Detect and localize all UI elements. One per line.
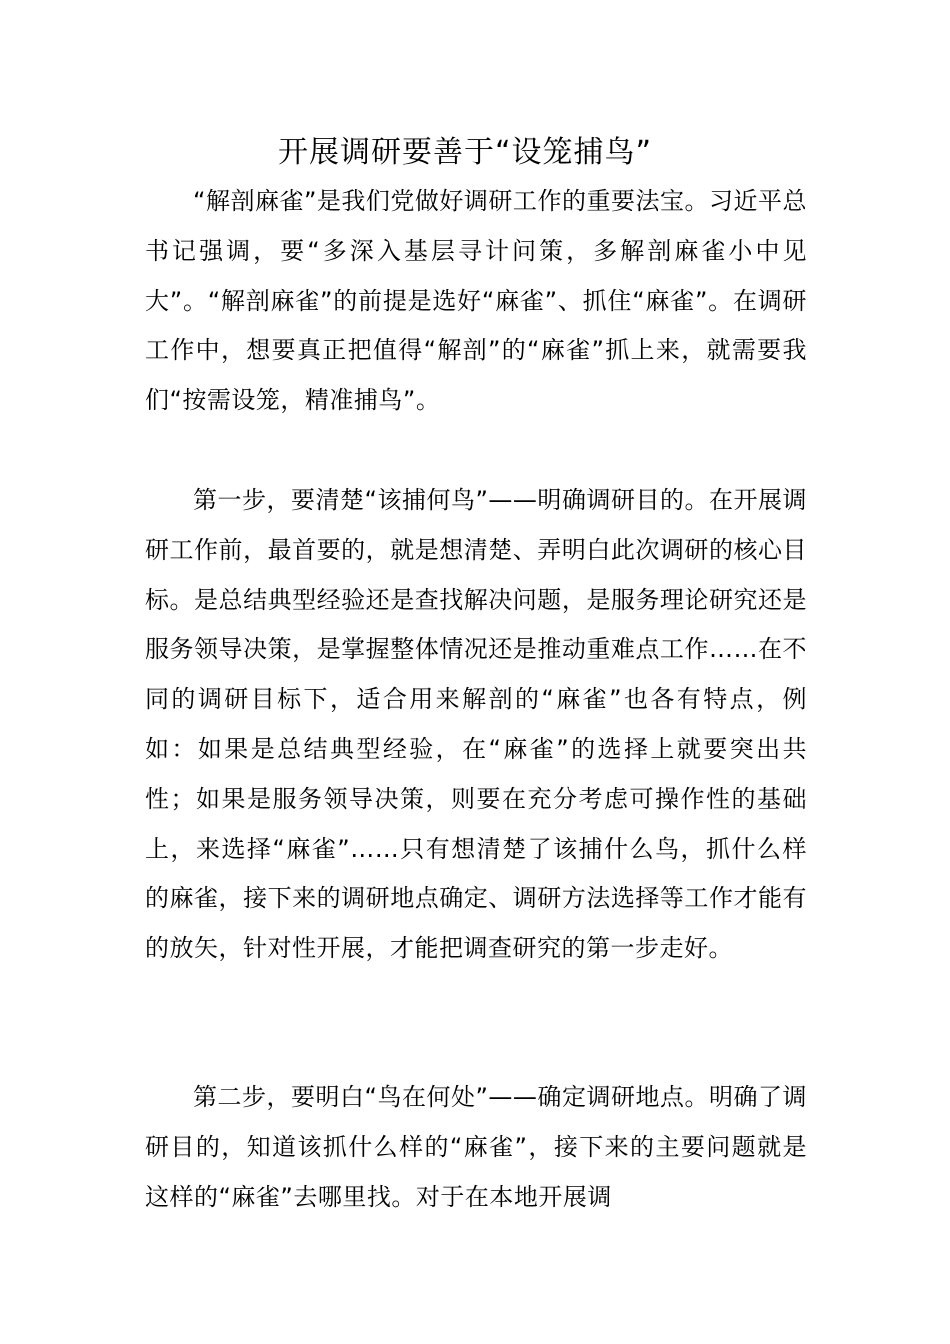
paragraph-step-one: 第一步，要清楚“该捕何鸟”——明确调研目的。在开展调研工作前，最首要的，就是想清楚、弄明白此次调研的核心目标。是总结典型经验还是查找解决问题，是服务理论研究还是服务领导决策，是掌握整体情况还是推动重难点工作……在不同的调研目标下，适合用来解剖的“麻雀”也各有特点，例如：如果是总结典型经验，在“麻雀”的选择上就要突出共性；如果是服务领导决策，则要在充分考虑可操作性的基础上，来选择“麻雀”……只有想清楚了该捕什么鸟，抓什么样的麻雀，接下来的调研地点确定、调研方法选择等工作才能有的放矢，针对性开展，才能把调查研究的第一步走好。 [145, 486, 807, 963]
paragraph-intro: “解剖麻雀”是我们党做好调研工作的重要法宝。习近平总书记强调，要“多深入基层寻计问策，多解剖麻雀小中见大”。“解剖麻雀”的前提是选好“麻雀”、抓住“麻雀”。在调研工作中，想要真正把值得“解剖”的“麻雀”抓上来，就需要我们“按需设笼，精准捕鸟”。 [145, 187, 807, 415]
document-title: 开展调研要善于“设笼捕鸟” [277, 135, 653, 170]
paragraph-step-two: 第二步，要明白“鸟在何处”——确定调研地点。明确了调研目的，知道该抓什么样的“麻雀”，接下来的主要问题就是这样的“麻雀”去哪里找。对于在本地开展调 [145, 1083, 807, 1211]
